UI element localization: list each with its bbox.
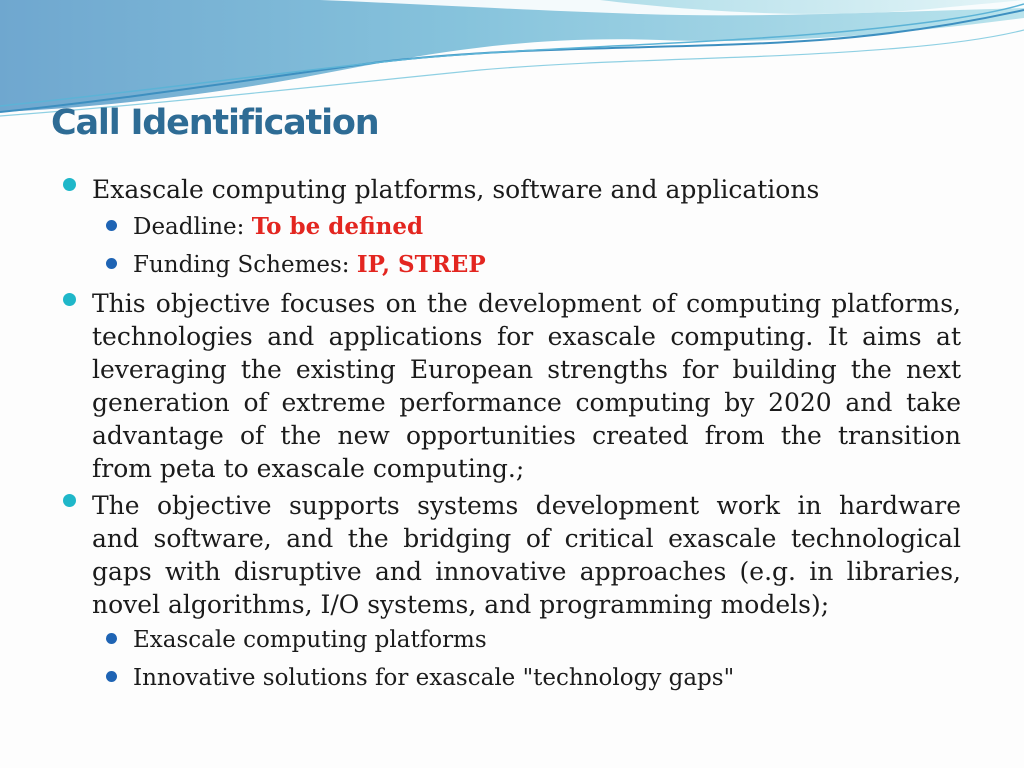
sub-item-funding: [133, 250, 486, 280]
bullet-dot-icon: [63, 293, 76, 306]
paragraph-line: This objective focuses on the development of computing platforms,: [92, 289, 961, 318]
deadline-label: Deadline:: [133, 214, 252, 240]
paragraph-line: generation of extreme performance computing by 2020 and take: [92, 388, 961, 417]
paragraph-line: The objective supports systems development work in hardware: [92, 491, 961, 520]
paragraph-line: advantage of the new opportunities created from the transition: [92, 421, 961, 450]
page-title: Call Identification: [51, 103, 379, 143]
bullet-dot-icon: [106, 220, 117, 231]
paragraph-line: gaps with disruptive and innovative approaches (e.g. in libraries,: [92, 557, 961, 586]
paragraph-line: and software, and the bridging of critical exascale technological: [92, 524, 961, 553]
paragraph-line: from peta to exascale computing.;: [92, 454, 525, 483]
bullet-item-exascale: Exascale computing platforms, software and applications: [92, 175, 820, 204]
sub-item-technology-gaps: Innovative solutions for exascale "technology gaps": [133, 665, 735, 691]
funding-label: Funding Schemes:: [133, 252, 357, 278]
paragraph-line: leveraging the existing European strengths for building the next: [92, 355, 961, 384]
sub-item-platforms: Exascale computing platforms: [133, 627, 487, 653]
sub-item-deadline: [133, 212, 423, 242]
bullet-dot-icon: [106, 258, 117, 269]
bullet-dot-icon: [63, 178, 76, 191]
bullet-item-objective-focus: [92, 287, 961, 485]
bullet-dot-icon: [106, 671, 117, 682]
bullet-dot-icon: [63, 494, 76, 507]
deadline-value: To be defined: [251, 213, 424, 240]
paragraph-line: technologies and applications for exascale computing. It aims at: [92, 322, 961, 351]
paragraph-line: novel algorithms, I/O systems, and programming models);: [92, 590, 830, 619]
bullet-item-objective-supports: [92, 489, 961, 621]
bullet-dot-icon: [106, 633, 117, 644]
funding-value: IP, STREP: [356, 251, 486, 278]
